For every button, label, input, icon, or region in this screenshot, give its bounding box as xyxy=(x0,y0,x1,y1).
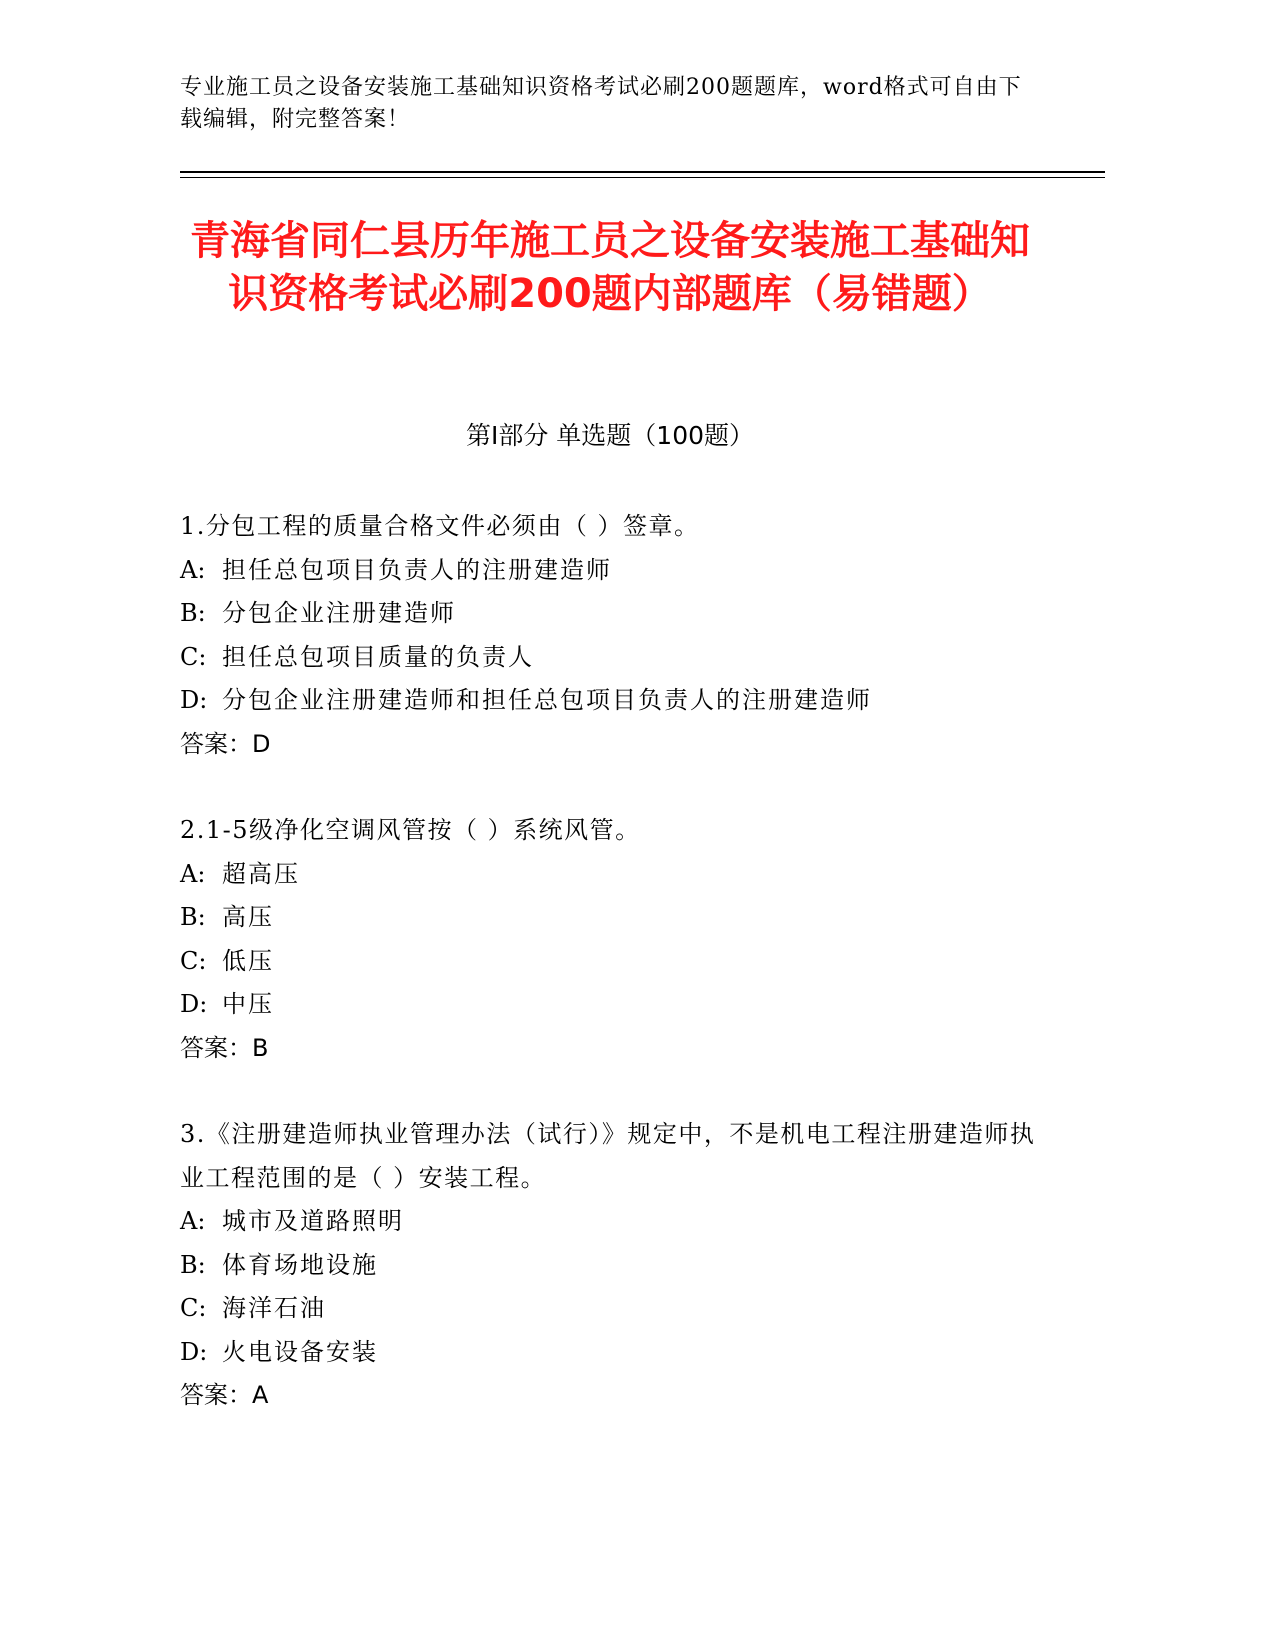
option-text: 高压 xyxy=(222,903,274,931)
option-key: C: xyxy=(180,1294,207,1322)
question-2 xyxy=(180,809,1040,1070)
question-list xyxy=(180,505,1040,1461)
header-divider-thick xyxy=(180,171,1105,173)
option-key: B: xyxy=(180,599,206,627)
option-b xyxy=(180,896,1040,940)
option-key: D: xyxy=(180,1337,208,1366)
option-text: 中压 xyxy=(222,990,274,1018)
option-b xyxy=(180,592,1040,636)
document-header-note: 专业施工员之设备安装施工基础知识资格考试必刷200题题库，word格式可自由下载编辑，附完整答案！ xyxy=(180,75,1022,132)
option-key: B: xyxy=(180,903,206,931)
option-text: 担任总包项目负责人的注册建造师 xyxy=(222,555,612,584)
question-stem: 3.《注册建造师执业管理办法（试行）》规定中，不是机电工程注册建造师执业工程范围的是（ ）安装工程。 xyxy=(180,1120,1036,1192)
answer: 答案：B xyxy=(180,1033,269,1062)
option-key: D: xyxy=(180,686,208,714)
option-d xyxy=(180,679,1040,723)
option-key: A: xyxy=(180,555,206,584)
option-key: A: xyxy=(180,1207,206,1235)
option-a xyxy=(180,1200,1040,1244)
header-divider-thin xyxy=(180,177,1105,178)
option-d xyxy=(180,983,1040,1027)
option-key: D: xyxy=(180,990,208,1018)
option-text: 体育场地设施 xyxy=(222,1250,378,1279)
option-text: 分包企业注册建造师 xyxy=(222,599,456,627)
option-b xyxy=(180,1244,1040,1288)
option-d xyxy=(180,1331,1040,1375)
option-c xyxy=(180,940,1040,984)
answer: 答案：A xyxy=(180,1381,269,1409)
option-c xyxy=(180,1287,1040,1331)
option-text: 海洋石油 xyxy=(222,1294,326,1322)
option-text: 分包企业注册建造师和担任总包项目负责人的注册建造师 xyxy=(222,686,872,714)
option-key: B: xyxy=(180,1250,206,1279)
question-1 xyxy=(180,505,1040,766)
option-a xyxy=(180,549,1040,593)
document-title: 青海省同仁县历年施工员之设备安装施工基础知识资格考试必刷200题内部题库（易错题） xyxy=(190,218,1030,317)
option-c xyxy=(180,636,1040,680)
question-3 xyxy=(180,1113,1040,1418)
option-key: C: xyxy=(180,642,207,671)
option-text: 超高压 xyxy=(222,859,300,888)
question-stem: 2.1-5级净化空调风管按（ ）系统风管。 xyxy=(180,816,641,844)
option-a xyxy=(180,853,1040,897)
question-stem: 1.分包工程的质量合格文件必须由（ ）签章。 xyxy=(180,512,700,540)
option-text: 担任总包项目质量的负责人 xyxy=(222,642,534,671)
option-text: 低压 xyxy=(222,946,274,975)
option-key: A: xyxy=(180,859,206,888)
option-text: 火电设备安装 xyxy=(222,1337,378,1366)
option-text: 城市及道路照明 xyxy=(222,1207,404,1235)
answer: 答案：D xyxy=(180,729,271,758)
section-title: 第Ⅰ部分 单选题（100题） xyxy=(465,421,755,450)
option-key: C: xyxy=(180,946,207,975)
